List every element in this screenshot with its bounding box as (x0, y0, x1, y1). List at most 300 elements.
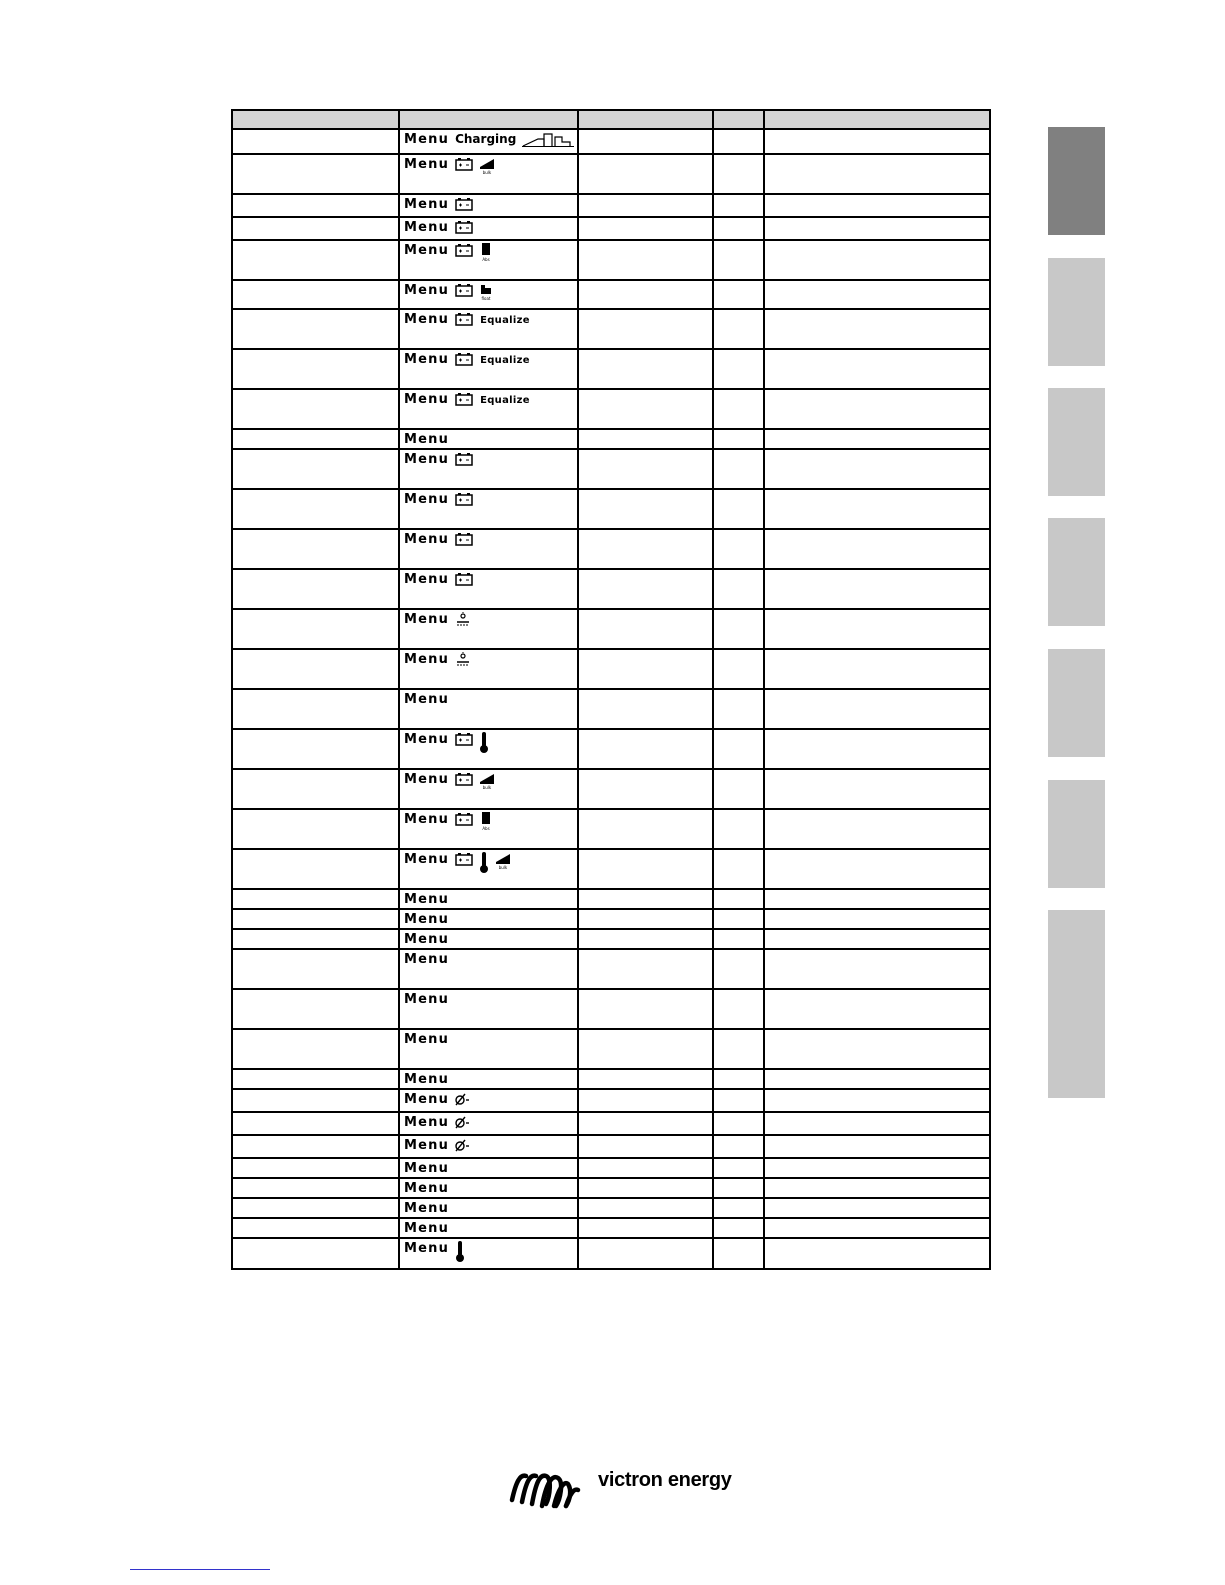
menu-label: Menu (404, 1092, 450, 1107)
thermometer-icon (479, 732, 489, 759)
table-cell (578, 569, 713, 609)
table-cell (578, 389, 713, 429)
table-row (232, 217, 990, 240)
menu-label: Menu (404, 952, 450, 967)
table-cell (232, 909, 399, 929)
table-cell (713, 1089, 764, 1112)
menu-path-cell (399, 529, 578, 569)
table-cell (713, 1029, 764, 1069)
load-icon (455, 1115, 471, 1134)
table-cell (578, 1069, 713, 1089)
menu-path-cell (399, 217, 578, 240)
table-cell (764, 989, 990, 1029)
table-cell (713, 1238, 764, 1269)
menu-path-cell (399, 1069, 578, 1089)
menu-path-cell (399, 154, 578, 194)
table-cell (764, 949, 990, 989)
table-cell (232, 154, 399, 194)
table-cell (713, 569, 764, 609)
table-cell (232, 240, 399, 280)
table-cell (232, 429, 399, 449)
table-cell (232, 349, 399, 389)
table-cell (578, 489, 713, 529)
table-cell (232, 769, 399, 809)
table-cell (713, 909, 764, 929)
table-row (232, 909, 990, 929)
header-cell (713, 110, 764, 129)
table-cell (232, 309, 399, 349)
table-cell (764, 889, 990, 909)
table-cell (713, 849, 764, 889)
table-cell (713, 389, 764, 429)
table-cell (713, 217, 764, 240)
table-cell (578, 529, 713, 569)
table-cell (764, 569, 990, 609)
table-row (232, 929, 990, 949)
menu-label: Menu (404, 132, 450, 147)
table-cell (232, 849, 399, 889)
table-row (232, 429, 990, 449)
table-cell (578, 1238, 713, 1269)
table-cell (764, 929, 990, 949)
table-row (232, 349, 990, 389)
table-cell (713, 154, 764, 194)
brand-name: victron energy (598, 1469, 732, 1491)
menu-path-cell (399, 1029, 578, 1069)
table-cell (764, 1069, 990, 1089)
menu-path-cell (399, 349, 578, 389)
menu-label: Menu (404, 1221, 450, 1236)
menu-path-cell (399, 649, 578, 689)
victron-spiral-logo-icon (506, 1466, 590, 1515)
battery-icon (455, 392, 473, 411)
table-cell (578, 194, 713, 217)
menu-path-cell (399, 889, 578, 909)
table-cell (578, 449, 713, 489)
menu-label: Menu (404, 1032, 450, 1047)
equalize-label: Equalize (480, 355, 530, 366)
menu-path-cell (399, 429, 578, 449)
menu-label: Menu (404, 572, 450, 587)
menu-label: Menu (404, 432, 450, 447)
menu-label: Menu (404, 612, 450, 627)
table-cell (764, 309, 990, 349)
float-icon (479, 283, 493, 308)
table-cell (764, 809, 990, 849)
menu-path-cell (399, 1198, 578, 1218)
charging-stages-icon (522, 132, 578, 153)
table-cell (232, 489, 399, 529)
table-cell (713, 689, 764, 729)
battery-icon (455, 772, 473, 791)
bulk-icon (495, 852, 511, 875)
table-cell (713, 729, 764, 769)
table-row (232, 1218, 990, 1238)
table-cell (713, 1198, 764, 1218)
menu-path-cell (399, 1112, 578, 1135)
table-row (232, 1029, 990, 1069)
menu-label: Menu (404, 492, 450, 507)
battery-icon (455, 157, 473, 176)
battery-icon (455, 732, 473, 751)
header-cell (399, 110, 578, 129)
table-cell (578, 1178, 713, 1198)
table-row (232, 949, 990, 989)
table-cell (232, 129, 399, 154)
table-cell (232, 1069, 399, 1089)
table-cell (713, 989, 764, 1029)
table-cell (713, 929, 764, 949)
header-cell (578, 110, 713, 129)
table-cell (578, 689, 713, 729)
menu-label: Menu (404, 652, 450, 667)
menu-label: Menu (404, 992, 450, 1007)
menu-path-cell (399, 280, 578, 309)
menu-label: Menu (404, 1115, 450, 1130)
table-row (232, 489, 990, 529)
menu-path-cell (399, 1089, 578, 1112)
table-cell (578, 909, 713, 929)
menu-label: Menu (404, 312, 450, 327)
table-row (232, 809, 990, 849)
menu-path-cell (399, 769, 578, 809)
table-row (232, 569, 990, 609)
table-cell (764, 1029, 990, 1069)
table-row (232, 649, 990, 689)
svg-text:bulk: bulk (498, 865, 508, 870)
table-cell (764, 280, 990, 309)
menu-label: Menu (404, 772, 450, 787)
absorption-icon (479, 812, 493, 837)
thermometer-icon (455, 1241, 465, 1268)
table-cell (764, 1135, 990, 1158)
table-cell (578, 309, 713, 349)
menu-label: Menu (404, 1181, 450, 1196)
table-row (232, 240, 990, 280)
menu-path-cell (399, 729, 578, 769)
load-icon (455, 1092, 471, 1111)
table-cell (578, 609, 713, 649)
menu-path-cell (399, 240, 578, 280)
table-cell (232, 729, 399, 769)
battery-icon (455, 283, 473, 302)
header-cell (232, 110, 399, 129)
table-cell (764, 849, 990, 889)
table-cell (764, 129, 990, 154)
table-cell (764, 349, 990, 389)
table-row (232, 889, 990, 909)
table-cell (713, 429, 764, 449)
table-cell (713, 1158, 764, 1178)
menu-path-cell (399, 194, 578, 217)
table-cell (713, 1069, 764, 1089)
table-cell (232, 569, 399, 609)
menu-path-cell (399, 1135, 578, 1158)
menu-label: Menu (404, 1241, 450, 1256)
table-cell (713, 889, 764, 909)
table-cell (578, 129, 713, 154)
menu-path-cell (399, 569, 578, 609)
table-cell (232, 1178, 399, 1198)
table-cell (578, 1198, 713, 1218)
table-row (232, 609, 990, 649)
equalize-label: Equalize (480, 395, 530, 406)
table-cell (232, 217, 399, 240)
battery-icon (455, 243, 473, 262)
menu-label: Menu (404, 1161, 450, 1176)
footer-rule (130, 1569, 270, 1570)
menu-path-cell (399, 1158, 578, 1178)
menu-path-cell (399, 449, 578, 489)
chapter-tab (1048, 258, 1105, 366)
table-cell (764, 529, 990, 569)
table-row (232, 1158, 990, 1178)
table-cell (713, 809, 764, 849)
battery-icon (455, 492, 473, 511)
table-cell (764, 1198, 990, 1218)
battery-icon (455, 197, 473, 216)
menu-label: Menu (404, 283, 450, 298)
table-cell (232, 989, 399, 1029)
menu-label: Menu (404, 692, 450, 707)
menu-label: Menu (404, 892, 450, 907)
battery-icon (455, 220, 473, 239)
table-cell (764, 1238, 990, 1269)
svg-text:bulk: bulk (482, 785, 492, 790)
table-cell (764, 217, 990, 240)
table-cell (713, 529, 764, 569)
battery-icon (455, 812, 473, 831)
chapter-tab (1048, 388, 1105, 496)
table-cell (232, 949, 399, 989)
table-cell (764, 1178, 990, 1198)
table-cell (232, 389, 399, 429)
menu-label: Menu (404, 532, 450, 547)
table-row (232, 1069, 990, 1089)
table-cell (232, 1029, 399, 1069)
table-row (232, 989, 990, 1029)
menu-label: Menu (404, 812, 450, 827)
table-cell (578, 949, 713, 989)
table-cell (764, 1158, 990, 1178)
menu-path-cell (399, 1178, 578, 1198)
table-cell (764, 449, 990, 489)
menu-label: Menu (404, 220, 450, 235)
charging-label: Charging (455, 132, 517, 146)
chapter-tab (1048, 649, 1105, 757)
table-cell (713, 1135, 764, 1158)
table-cell (578, 889, 713, 909)
menu-label: Menu (404, 157, 450, 172)
table-row (232, 389, 990, 429)
table-cell (764, 1218, 990, 1238)
table-cell (232, 1112, 399, 1135)
menu-path-cell (399, 609, 578, 649)
table-row (232, 154, 990, 194)
header-cell (764, 110, 990, 129)
table-row (232, 194, 990, 217)
menu-label: Menu (404, 912, 450, 927)
table-cell (764, 1112, 990, 1135)
table-cell (713, 949, 764, 989)
table-cell (232, 689, 399, 729)
table-cell (578, 1029, 713, 1069)
table-cell (578, 849, 713, 889)
table-row (232, 729, 990, 769)
table-row (232, 1135, 990, 1158)
table-cell (578, 729, 713, 769)
table-cell (764, 609, 990, 649)
menu-path-cell (399, 1238, 578, 1269)
menu-label: Menu (404, 932, 450, 947)
menu-path-cell (399, 989, 578, 1029)
settings-table (231, 109, 991, 1270)
thermometer-icon (479, 852, 489, 879)
svg-text:Abs: Abs (482, 826, 490, 831)
table-cell (232, 449, 399, 489)
table-cell (713, 129, 764, 154)
table-cell (232, 649, 399, 689)
absorption-icon (479, 243, 493, 268)
equalize-label: Equalize (480, 315, 530, 326)
menu-label: Menu (404, 732, 450, 747)
menu-path-cell (399, 689, 578, 729)
table-cell (578, 1135, 713, 1158)
table-cell (764, 1089, 990, 1112)
table-cell (578, 280, 713, 309)
table-cell (232, 1158, 399, 1178)
chapter-tab (1048, 910, 1105, 1098)
menu-path-cell (399, 849, 578, 889)
table-cell (713, 240, 764, 280)
table-cell (764, 689, 990, 729)
svg-text:bulk: bulk (482, 170, 492, 175)
table-cell (764, 194, 990, 217)
table-cell (578, 154, 713, 194)
table-cell (578, 240, 713, 280)
table-cell (578, 929, 713, 949)
menu-label: Menu (404, 1201, 450, 1216)
table-row (232, 309, 990, 349)
menu-label: Menu (404, 1072, 450, 1087)
menu-path-cell (399, 809, 578, 849)
table-cell (232, 280, 399, 309)
table-row (232, 129, 990, 154)
table-cell (713, 1178, 764, 1198)
table-header-row (232, 110, 990, 129)
table-row (232, 1112, 990, 1135)
chapter-tab (1048, 518, 1105, 626)
chapter-tab-active (1048, 127, 1105, 235)
battery-icon (455, 852, 473, 871)
menu-label: Menu (404, 352, 450, 367)
table-cell (713, 449, 764, 489)
table-cell (232, 1089, 399, 1112)
table-cell (764, 489, 990, 529)
table-cell (713, 609, 764, 649)
menu-path-cell (399, 909, 578, 929)
menu-label: Menu (404, 1138, 450, 1153)
solar-icon (455, 652, 471, 673)
table-row (232, 689, 990, 729)
menu-path-cell (399, 389, 578, 429)
table-row (232, 280, 990, 309)
table-cell (232, 889, 399, 909)
load-icon (455, 1138, 471, 1157)
chapter-tab (1048, 780, 1105, 888)
table-cell (232, 929, 399, 949)
table-row (232, 529, 990, 569)
table-row (232, 1238, 990, 1269)
table-cell (764, 389, 990, 429)
menu-path-cell (399, 1218, 578, 1238)
table-cell (713, 1218, 764, 1238)
solar-icon (455, 612, 471, 633)
table-cell (764, 729, 990, 769)
menu-path-cell (399, 309, 578, 349)
table-cell (578, 1218, 713, 1238)
table-cell (713, 309, 764, 349)
battery-icon (455, 572, 473, 591)
table-cell (713, 280, 764, 309)
table-cell (764, 649, 990, 689)
table-row (232, 769, 990, 809)
battery-icon (455, 452, 473, 471)
table-row (232, 1198, 990, 1218)
table-cell (764, 909, 990, 929)
table-cell (232, 1198, 399, 1218)
battery-icon (455, 352, 473, 371)
table-cell (578, 809, 713, 849)
menu-path-cell (399, 929, 578, 949)
table-cell (578, 349, 713, 389)
table-cell (764, 154, 990, 194)
svg-text:float: float (481, 296, 491, 301)
menu-label: Menu (404, 452, 450, 467)
table-cell (232, 809, 399, 849)
table-row (232, 1089, 990, 1112)
menu-path-cell (399, 489, 578, 529)
table-cell (713, 194, 764, 217)
table-cell (764, 769, 990, 809)
menu-path-cell (399, 949, 578, 989)
menu-label: Menu (404, 197, 450, 212)
svg-text:Abs: Abs (482, 257, 490, 262)
table-cell (578, 649, 713, 689)
table-cell (713, 489, 764, 529)
table-cell (764, 429, 990, 449)
menu-path-cell (399, 129, 578, 154)
table-cell (578, 1158, 713, 1178)
table-cell (713, 649, 764, 689)
menu-label: Menu (404, 243, 450, 258)
battery-icon (455, 532, 473, 551)
menu-label: Menu (404, 852, 450, 867)
table-cell (578, 1112, 713, 1135)
table-cell (578, 989, 713, 1029)
table-cell (713, 1112, 764, 1135)
table-cell (578, 769, 713, 809)
table-cell (578, 429, 713, 449)
table-cell (713, 769, 764, 809)
table-row (232, 849, 990, 889)
table-row (232, 449, 990, 489)
table-cell (764, 240, 990, 280)
table-cell (232, 609, 399, 649)
table-row (232, 1178, 990, 1198)
table-cell (713, 349, 764, 389)
table-cell (578, 217, 713, 240)
